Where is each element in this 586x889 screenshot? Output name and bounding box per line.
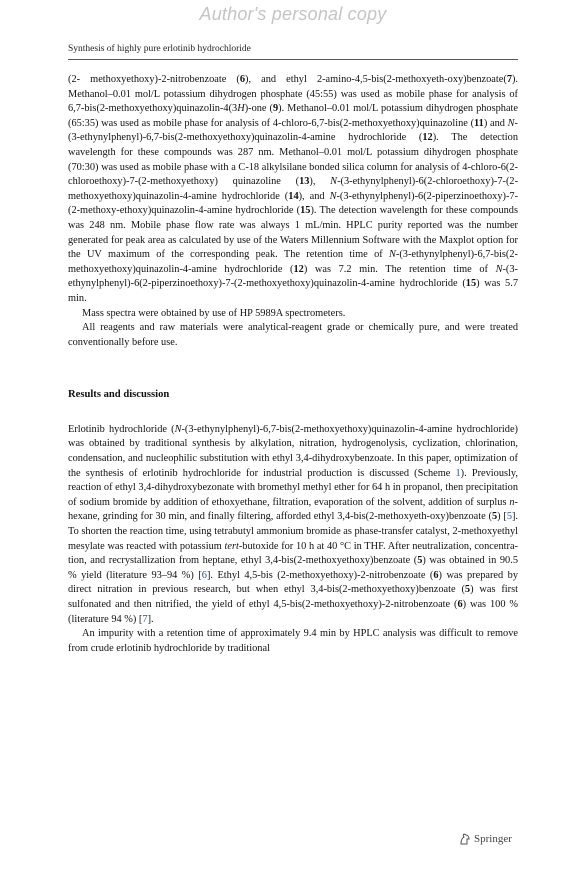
text-run: ). Methanol–0.01 mol/L potassium dihydrogen phosphate (65:35) was used as mobile phase for analysis of 4-chloro-6,7-bis(2-methoxyethoxy)quinazoline (	[68, 103, 519, 129]
text-run: ) was 7.2 min. The retention time of	[303, 263, 496, 275]
text-run: ]. To shorten the reaction time, using tetrabutyl ammonium bromide as phase-transfer catalyst, 2-methoxyethyl mesylate was reacted with potassium	[68, 511, 519, 552]
italic-text: N	[329, 190, 337, 202]
compound-number: 12	[293, 263, 304, 275]
text-run: ), and	[298, 190, 330, 202]
text-run: (2- methoxyethoxy)-2-nitrobenzoate (	[68, 74, 240, 85]
text-run: ]. Ethyl 4,5-bis (2-methoxyethoxy)-2-nitrobenzoate (	[206, 569, 434, 581]
compound-number: 7	[506, 74, 512, 85]
compound-number: 5	[491, 511, 498, 523]
paragraph-mass-spectra: Mass spectra were obtained by use of HP 5989A spectrometers.	[82, 307, 346, 319]
compound-number: 14	[288, 190, 299, 202]
italic-text: tert	[224, 540, 239, 552]
article-body	[68, 73, 518, 656]
compound-number: 6	[457, 599, 463, 610]
text-run: -hexane, grinding for 30 min, and finally filtering, afforded ethyl 3,4-bis(2-methoxyeth-oxy)benzoate (	[68, 496, 518, 523]
text-run: -(3-ethynylphenyl)-6(2-chloroethoxy)-7-(2-methoxyethoxy)quinazolin-4-amine hydrochloride (	[68, 176, 519, 202]
compound-number: 11	[474, 117, 484, 129]
compound-number: 6	[433, 569, 439, 581]
compound-number: 15	[465, 278, 477, 290]
text-run: ) [	[497, 511, 507, 523]
springer-logo	[458, 832, 512, 846]
italic-text: N	[389, 249, 396, 261]
text-run: -(3-ethynylphenyl)-6,7-bis(2-methoxyethoxy)quinazolin-4-amine hydrochloride (	[68, 117, 518, 144]
italic-text: H	[237, 103, 245, 115]
paragraph-methods-hplc	[68, 73, 518, 307]
compound-number: 5	[417, 555, 423, 567]
text-run: ) was obtained in 90.5 % yield (literature 93–94 %) [	[68, 555, 518, 581]
text-run: -(3-ethynylphenyl)-6,7-bis(2-methoxyethoxy)quinazolin-4-amine hydrochloride (	[68, 249, 518, 275]
citation-link[interactable]: 1	[455, 467, 461, 479]
citation-link[interactable]: 5	[506, 511, 512, 523]
publisher-name: Springer	[474, 833, 512, 845]
compound-number: 13	[299, 176, 310, 188]
citation-link[interactable]: 7	[142, 613, 148, 625]
section-heading-results: Results and discussion	[68, 389, 170, 401]
watermark: Author's personal copy	[199, 4, 387, 24]
text-run: -(3-ethynylphenyl)-6,7-bis(2-methoxyethoxy)quinazolin-4-amine hydrochloride) was obtained by traditional synthesis by alkylation, nitration, hydrogenolysis, cyclization, chlorination, condensation, and nucleophilic substitution with ethyl 3,4-dihydroxybenzoate. In this paper, optimization of the synthesis of erlotinib hydrochloride for industrial production is discussed (Scheme	[68, 423, 518, 479]
text-run: ). The detection wavelength for these compounds was 287 nm. Methanol–0.01 mol/L potassium dihydrogen phosphate (70:30) was used as mobile phase with a C-18 alkylsilane bonded silica column for analysis of 4-chloro-6(2-chloroethoxy)-7-(2-methoxyethoxy) quinazoline (	[68, 132, 518, 188]
text-run: -butoxide for 10 h at 40 °C in THF. After neutralization, concentra-tion, and recrystallization from heptane, ethyl 3,4-bis(2-methoxyethoxy)benzoate (	[68, 540, 518, 567]
italic-text: N	[495, 263, 503, 275]
springer-horse-icon	[458, 832, 472, 846]
text-run: ), and ethyl 2-amino-4,5-bis(2-methoxyeth-oxy)benzoate(	[245, 74, 507, 85]
text-run: ) and	[483, 117, 508, 129]
italic-text: N	[507, 117, 515, 129]
text-run: ). Previously, reaction of ethyl 3,4-dihydroxybezonate with bromethyl methyl ether for 64 h in propanol, then precipitation of sodium bromide by addition of ethoxyethane, filtration, evaporation of the solvent, addition of surplus	[68, 467, 518, 508]
italic-text: N	[174, 423, 182, 435]
running-head: Synthesis of highly pure erlotinib hydrochloride	[68, 44, 251, 54]
text-run: ). The detection wavelength for these compounds was 248 nm. Mobile phase flow rate was always 1 mL/min. HPLC purity reported was the number generated for peak area as calculated by use of the Waters Millennium Software with the Maxplot option for the UV maximum of the corresponding peak. The retention time of	[68, 205, 518, 261]
citation-link[interactable]: 6	[201, 569, 207, 581]
compound-number: 9	[272, 103, 279, 115]
text-run: Erlotinib hydrochloride (	[68, 423, 175, 435]
text-run: -(3-ethynylphenyl)-6(2-piperzinoethoxy)-7-(2-methoxy-ethoxy)quinazolin-4-amine hydrochloride (	[68, 190, 519, 217]
text-run: )-one (	[244, 103, 273, 115]
text-run: ].	[147, 613, 154, 625]
paragraph-results-synthesis	[68, 423, 518, 627]
compound-number: 15	[300, 205, 311, 217]
text-run: ) was first sulfonated and then nitrified, the yield of ethyl 4,5-bis(2-methoxyethoxy)-2-nitrobenzoate (	[68, 584, 519, 610]
compound-number: 5	[464, 584, 471, 596]
paragraph-reagents: All reagents and raw materials were analytical-reagent grade or chemically pure, and were treated conventionally before use.	[68, 322, 518, 348]
italic-text: n	[509, 496, 515, 508]
italic-text: N	[330, 176, 338, 188]
text-run: ),	[309, 176, 331, 188]
text-run: ) was 5.7 min.	[68, 278, 518, 304]
text-run: ) was prepared by direct nitration in previous research, but when ethyl 3,4-bis(2-methoxyethoxy)benzoate (	[68, 569, 519, 596]
text-run: ) was 100 % (literature 94 %) [	[68, 599, 518, 625]
compound-number: 12	[422, 132, 433, 144]
paragraph-impurity: An impurity with a retention time of approximately 9.4 min by HPLC analysis was difficult to remove from crude erlotinib hydrochloride by traditional	[68, 628, 518, 654]
text-run: ). Methanol–0.01 mol/L potassium dihydrogen phosphate (45:55) was used as mobile phase for analysis of 6,7-bis(2-methoxyethoxy)quinazolin-4(3	[68, 74, 519, 115]
header-rule	[68, 59, 518, 60]
compound-number: 6	[239, 74, 246, 85]
text-run: -(3-ethynylphenyl)-6(2-piperzinoethoxy)-7-(2-methoxyethoxy)quinazolin-4-amine hydrochloride (	[68, 263, 518, 290]
